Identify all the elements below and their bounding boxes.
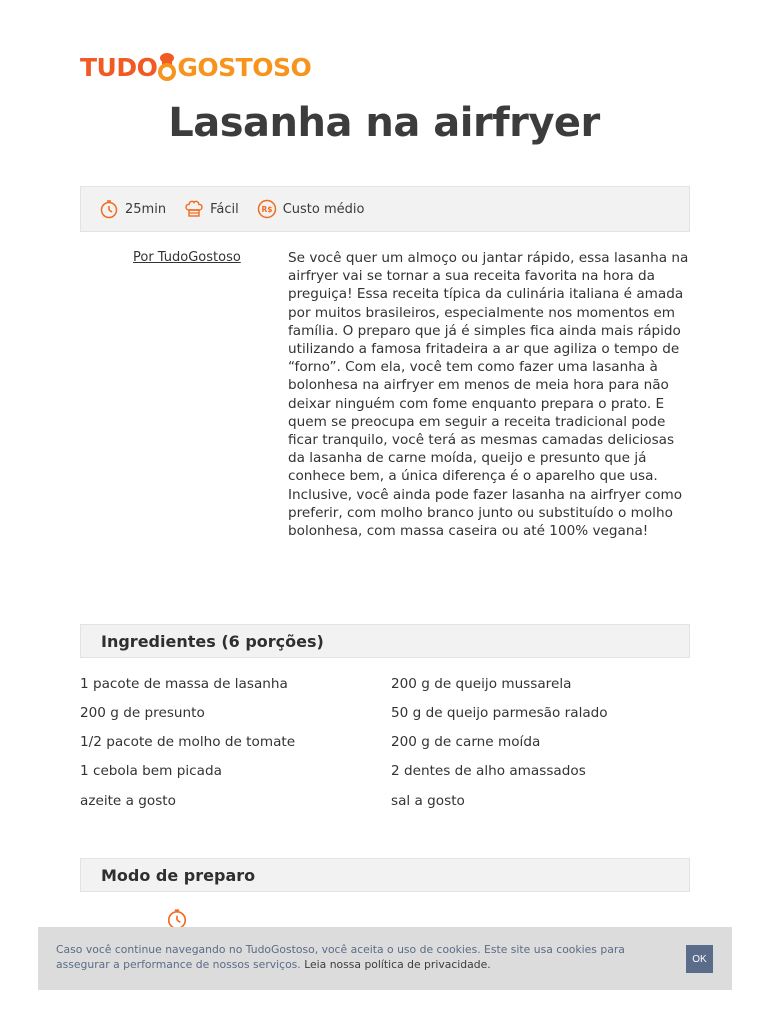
ingredient-item: 200 g de presunto (80, 705, 205, 721)
cookie-notice (56, 943, 656, 972)
ingredient-item: 1/2 pacote de molho de tomate (80, 734, 296, 750)
meta-cost (257, 199, 365, 219)
cookie-text: Caso você continue navegando no TudoGostoso, você aceita o uso de cookies. Este site usa cookies para assegurar a performance de nossos serviços. (56, 943, 625, 971)
ingredient-item: 1 pacote de massa de lasanha (80, 676, 288, 692)
meta-difficulty-label: Fácil (210, 201, 239, 217)
ingredient-item: 2 dentes de alho amassados (391, 763, 586, 779)
ingredient-item: 200 g de carne moída (391, 734, 541, 750)
ingredient-item: 1 cebola bem picada (80, 763, 222, 779)
logo-text-part1: TUDO (80, 52, 158, 82)
meta-difficulty (184, 199, 239, 219)
cookie-ok-button[interactable]: OK (686, 945, 713, 973)
author-link[interactable]: Por TudoGostoso (133, 250, 241, 265)
ingredient-item: azeite a gosto (80, 793, 176, 809)
money-icon (257, 199, 277, 219)
ingredient-item: 200 g de queijo mussarela (391, 676, 572, 692)
meta-time-label: 25min (125, 201, 167, 217)
site-logo[interactable] (80, 50, 311, 84)
ingredients-header: Ingredientes (6 porções) (80, 624, 690, 658)
privacy-policy-link[interactable]: Leia nossa política de privacidade. (304, 957, 491, 971)
chef-logo-icon (158, 52, 176, 82)
chef-hat-icon (184, 199, 204, 219)
meta-time (99, 199, 166, 219)
ingredient-item: 50 g de queijo parmesão ralado (391, 705, 608, 721)
timer-icon (99, 199, 119, 219)
preparo-header: Modo de preparo (80, 858, 690, 892)
recipe-description: Se você quer um almoço ou jantar rápido, essa lasanha na airfryer vai se tornar a sua receita favorita na hora da preguiça! Essa receita típica da culinária italiana é amada por muitos brasileiros, especialmente nos momentos em família. O preparo que já é simples fica ainda mais rápido utilizando a famosa fritadeira a ar que agiliza o tempo de “forno”. Com ela, você tem como fazer uma lasanha à bolonhesa na airfryer em menos de meia hora para não deixar ninguém com fome enquanto prepara o prato. E quem se preocupa em seguir a receita tradicional pode ficar tranquilo, você terá as mesmas camadas deliciosas da lasanha de carne moída, queijo e presunto que já conhece bem, a única diferença é o aparelho que usa. Inclusive, você ainda pode fazer lasanha na airfryer como preferir, com molho branco junto ou substituído o molho bolonhesa, com massa caseira ou até 100% vegana! (288, 250, 689, 540)
svg-text:R$: R$ (261, 205, 273, 215)
recipe-meta-bar (80, 186, 690, 232)
ingredient-item: sal a gosto (391, 793, 465, 809)
meta-cost-label: Custo médio (282, 201, 365, 217)
logo-text-part2: GOSTOSO (177, 52, 312, 82)
recipe-title: Lasanha na airfryer (168, 100, 600, 146)
cookie-banner (38, 927, 732, 990)
